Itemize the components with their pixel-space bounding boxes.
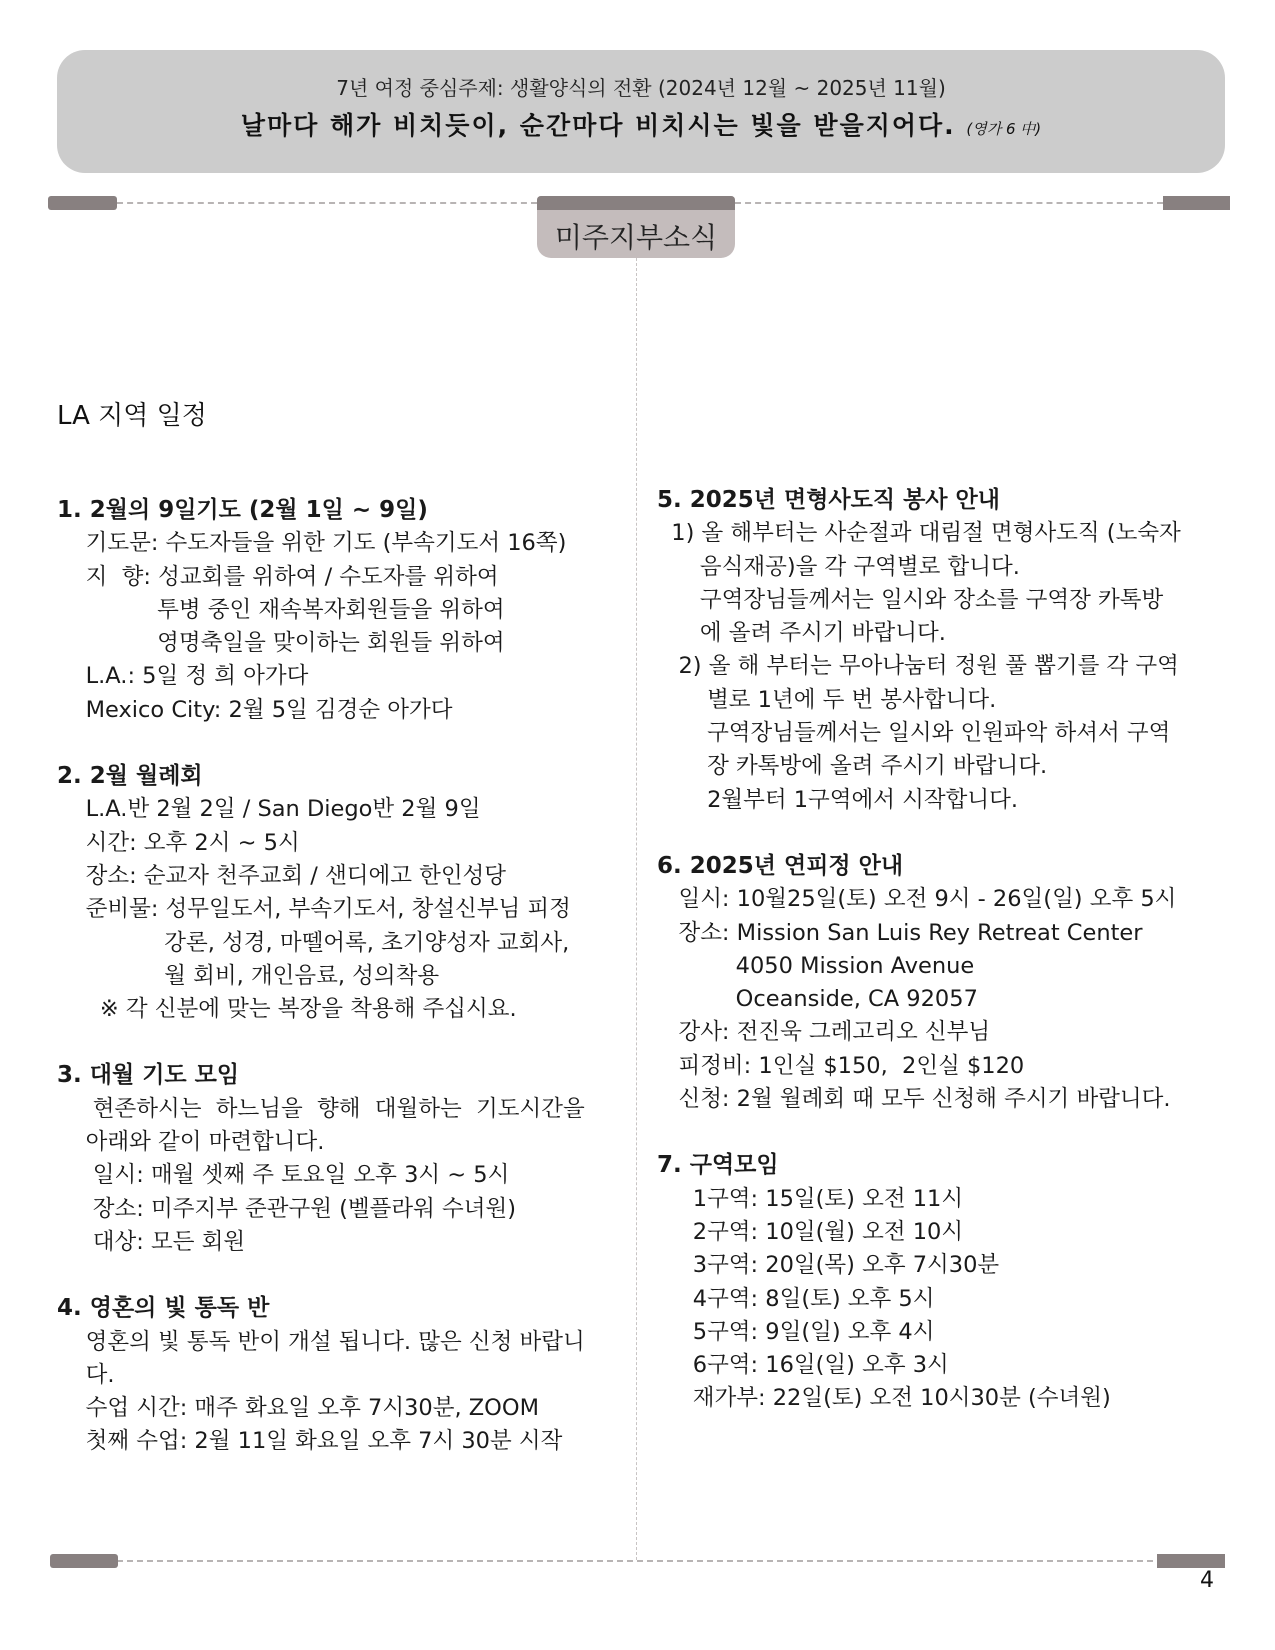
text-line: 장 카톡방에 올려 주시기 바랍니다. xyxy=(657,753,1048,780)
item-retreat xyxy=(657,850,1237,1116)
text-line: 피정비: 1인실 $150, 2인실 $120 xyxy=(657,1052,1025,1079)
spacer xyxy=(657,817,1237,850)
section-heading: 3. 대월 기도 모임 xyxy=(57,1062,240,1089)
text-line: 장소: 순교자 천주교회 / 샌디에고 한인성당 xyxy=(57,862,507,889)
text-line: 기도문: 수도자들을 위한 기도 (부속기도서 16쪽) xyxy=(57,530,567,557)
text-line: 장소: Mission San Luis Rey Retreat Center xyxy=(657,919,1143,946)
text-line: 장소: 미주지부 준관구원 (벨플라워 수녀원) xyxy=(57,1195,517,1222)
text-line: 에 올려 주시기 바랍니다. xyxy=(657,620,946,647)
section-heading: 1. 2월의 9일기도 (2월 1일 ~ 9일) xyxy=(57,497,428,523)
bottom-rule xyxy=(117,1560,1163,1562)
text-line: L.A.: 5일 정 희 아가다 xyxy=(57,663,309,690)
theme-header-box xyxy=(57,50,1225,173)
section-heading: 5. 2025년 면형사도직 봉사 안내 xyxy=(657,487,1000,513)
text-line: 2월부터 1구역에서 시작합니다. xyxy=(657,786,1018,813)
text-line: 3구역: 20일(목) 오후 7시30분 xyxy=(657,1252,1000,1279)
item-reading-class xyxy=(57,1292,632,1458)
text-line: 별로 1년에 두 번 봉사합니다. xyxy=(657,686,997,713)
top-rule-right xyxy=(735,202,1163,204)
text-line: Mexico City: 2월 5일 김경순 아가다 xyxy=(57,696,453,723)
text-line: 수업 시간: 매주 화요일 오후 7시30분, ZOOM xyxy=(57,1395,540,1422)
text-line: 5구역: 9일(일) 오후 4시 xyxy=(657,1318,935,1345)
right-column xyxy=(657,484,1237,1416)
text-line: 4구역: 8일(토) 오후 5시 xyxy=(657,1285,935,1312)
spacer xyxy=(57,1026,632,1059)
text-line: Oceanside, CA 92057 xyxy=(657,986,978,1013)
text-line: 6구역: 16일(일) 오후 3시 xyxy=(657,1352,949,1379)
section-tab-label: 미주지부소식 xyxy=(554,221,718,254)
column-divider xyxy=(636,258,637,1560)
text-line: 다. xyxy=(57,1361,115,1388)
text-line: 준비물: 성무일도서, 부속기도서, 창설신부님 피정 xyxy=(57,896,571,923)
text-line: 2구역: 10일(월) 오전 10시 xyxy=(657,1218,964,1245)
text-line: 음식재공)을 각 구역별로 합니다. xyxy=(657,553,1020,580)
text-line: 구역장님들께서는 일시와 인원파악 하셔서 구역 xyxy=(657,720,1171,747)
region-title: LA 지역 일정 xyxy=(57,401,207,431)
text-line: 4050 Mission Avenue xyxy=(657,952,975,979)
top-bar-left xyxy=(48,196,117,210)
header-theme: 7년 여정 중심주제: 생활양식의 전환 (2024년 12월 ~ 2025년 11월) xyxy=(336,76,946,100)
text-line: 첫째 수업: 2월 11일 화요일 오후 7시 30분 시작 xyxy=(57,1428,563,1455)
section-heading: 7. 구역모임 xyxy=(657,1152,779,1179)
top-bar-right xyxy=(1163,196,1230,210)
text-line: 투병 중인 재속복자회원들을 위하여 xyxy=(57,596,505,623)
item-novena xyxy=(57,494,632,727)
text-line: 현존하시는 하느님을 향해 대월하는 기도시간을 xyxy=(57,1095,585,1122)
text-line: 강론, 성경, 마뗄어록, 초기양성자 교회사, xyxy=(57,929,570,956)
item-prayer-gathering xyxy=(57,1059,632,1259)
text-line: 구역장님들께서는 일시와 장소를 구역장 카톡방 xyxy=(657,586,1164,613)
text-line: 영혼의 빛 통독 반이 개설 됩니다. 많은 신청 바랍니 xyxy=(57,1328,585,1355)
spacer xyxy=(57,1259,632,1292)
spacer xyxy=(57,727,632,760)
text-line: 영명축일을 맞이하는 회원들 위하여 xyxy=(57,630,505,657)
text-line: 일시: 매월 셋째 주 토요일 오후 3시 ~ 5시 xyxy=(57,1162,510,1189)
bottom-bar-left xyxy=(50,1554,118,1568)
text-line: 지 향: 성교회를 위하여 / 수도자를 위하여 xyxy=(57,563,499,590)
section-heading: 6. 2025년 연피정 안내 xyxy=(657,852,904,879)
item-monthly-meeting xyxy=(57,760,632,1026)
text-line: 아래와 같이 마련합니다. xyxy=(57,1129,325,1156)
top-rule-left xyxy=(117,202,537,204)
section-heading: 4. 영혼의 빛 통독 반 xyxy=(57,1295,270,1322)
text-line: 대상: 모든 회원 xyxy=(57,1228,246,1255)
text-line: L.A.반 2월 2일 / San Diego반 2월 9일 xyxy=(57,796,481,823)
item-district-meetings xyxy=(657,1149,1237,1415)
text-line: 시간: 오후 2시 ~ 5시 xyxy=(57,829,300,856)
section-heading: 2. 2월 월례회 xyxy=(57,763,203,790)
text-line: 강사: 전진욱 그레고리오 신부님 xyxy=(657,1019,991,1046)
text-line: ※ 각 신분에 맞는 복장을 착용해 주십시요. xyxy=(57,996,517,1023)
text-line: 월 회비, 개인음료, 성의착용 xyxy=(57,962,440,989)
text-line: 일시: 10월25일(토) 오전 9시 - 26일(일) 오후 5시 xyxy=(657,886,1177,913)
bottom-bar-right xyxy=(1157,1554,1225,1568)
text-line: 재가부: 22일(토) 오전 10시30분 (수녀원) xyxy=(657,1385,1111,1412)
header-motto xyxy=(57,106,1225,142)
page-number: 4 xyxy=(1200,1568,1214,1593)
motto-source: (영가 6 中) xyxy=(966,120,1042,138)
left-column xyxy=(57,494,632,1459)
text-line: 2) 올 해 부터는 무아나눔터 정원 풀 뽑기를 각 구역 xyxy=(657,653,1179,680)
spacer xyxy=(657,1116,1237,1149)
section-tab-bar xyxy=(537,196,735,210)
text-line: 신청: 2월 월례회 때 모두 신청해 주시기 바랍니다. xyxy=(657,1086,1171,1113)
text-line: 1구역: 15일(토) 오전 11시 xyxy=(657,1185,964,1212)
section-tab xyxy=(537,196,735,258)
motto-text: 날마다 해가 비치듯이, 순간마다 비치시는 빛을 받을지어다. xyxy=(240,111,956,140)
item-service xyxy=(657,484,1237,817)
text-line: 1) 올 해부터는 사순절과 대림절 면형사도직 (노숙자 xyxy=(657,520,1181,547)
